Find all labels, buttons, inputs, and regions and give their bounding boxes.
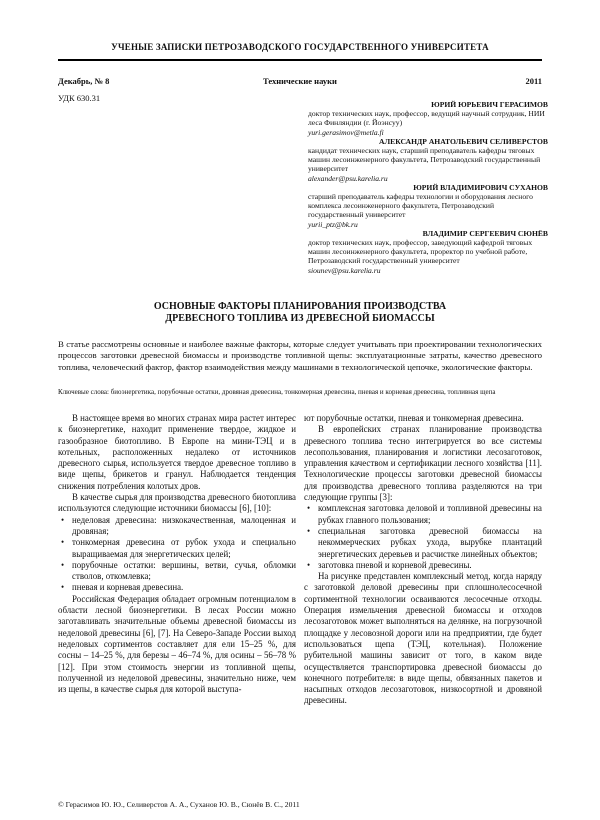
bullet-icon: • [61, 514, 65, 525]
title-line-1: ОСНОВНЫЕ ФАКТОРЫ ПЛАНИРОВАНИЯ ПРОИЗВОДСТВА [153, 301, 447, 312]
author-email[interactable]: yurii_ptz@bk.ru [308, 219, 358, 229]
abstract: В статье рассмотрены основные и наиболее важные факторы, которые следует учитывать при проектировании технологических процессов заготовки древесной биомассы и производстве топливной щепы: эксплуатационные затраты, качество древесного топлива, человеческий фактор, фактор взаимодействия между машинами в технологической цепочке, экологические факторы. [58, 339, 542, 372]
keywords-text: биоэнергетика, порубочные остатки, дровяная древесина, тонкомерная древесина, пневая и корневая древесина, топливная щепа [110, 388, 496, 396]
section-label: Технические науки [263, 76, 337, 86]
header-rule [58, 59, 542, 61]
keywords-label: Ключевые слова: [58, 388, 109, 396]
title-line-2: ДРЕВЕСНОГО ТОПЛИВА ИЗ ДРЕВЕСНОЙ БИОМАССЫ [165, 313, 435, 324]
author-3 [308, 183, 548, 229]
bullet-icon: • [307, 503, 311, 514]
left-column [58, 413, 296, 695]
list-item: • комплексная заготовка деловой и топливной древесины на рубках главного пользования; [307, 503, 542, 525]
copyright-footer: © Герасимов Ю. Ю., Селиверстов А. А., Суханов Ю. В., Сюнёв В. С., 2011 [58, 800, 300, 809]
keywords [58, 388, 542, 397]
year-label: 2011 [525, 76, 542, 86]
article-title [0, 301, 600, 325]
list-item: • пневая и корневая древесина. [61, 582, 184, 593]
right-column [304, 413, 542, 707]
paragraph: В качестве сырья для производства древесного биотоплива используются следующие источники биомассы [6], [10]: [58, 492, 296, 514]
issue-label: Декабрь, № 8 [58, 76, 110, 86]
bullet-icon: • [307, 525, 311, 536]
author-1 [308, 100, 548, 137]
biomass-sources-list [58, 515, 296, 594]
paragraph: На рисунке представлен комплексный метод, когда наряду с заготовкой деловой древесины при сплошнолесосечной сортиментной технологии осваиваются лесосечные отходы. Операция измельчения древесной биомассы и отходов лесозаготовок может выполняться на делянке, на погрузочной площадке у лесовозной дороги или на предприятии, где будет использоваться щепа (ТЭЦ, котельная). Положение рубительной машины зависит от того, в каком виде осуществляется транспортировка древесной биомассы до конечного потребителя: в виде щепы, обвязанных пакетов и насыпных отходов лесозаготовок, низкосортной и дровяной древесины. [304, 571, 542, 706]
paragraph: В европейских странах планирование производства древесного топлива тесно интегрируется во все системы лесопользования, планирования и логистики лесозаготовок, управления качеством и сертификации лесного хозяйства [11]. Технологические процессы заготовки древесной биомассы для производства древесного топлива разделяются на три следующие группы [3]: [304, 424, 542, 503]
author-affiliation: старший преподаватель кафедры технологии и оборудования лесного комплекса лесоинженерного факультета, Петрозаводский государственный университет [308, 192, 533, 220]
bullet-icon: • [61, 537, 65, 548]
author-block [308, 100, 548, 275]
author-name: ВЛАДИМИР СЕРГЕЕВИЧ СЮНЁВ [422, 228, 548, 238]
author-email[interactable]: yuri.gerasimov@metla.fi [308, 127, 384, 137]
author-4 [308, 229, 548, 275]
bullet-icon: • [307, 559, 311, 570]
author-name: ЮРИЙ ВЛАДИМИРОВИЧ СУХАНОВ [413, 182, 548, 192]
author-name: АЛЕКСАНДР АНАТОЛЬЕВИЧ СЕЛИВЕРСТОВ [379, 136, 548, 146]
udk-code: УДК 630.31 [58, 93, 101, 103]
list-item: • порубочные остатки: вершины, ветви, сучья, обломки стволов, откомлевка; [61, 559, 296, 582]
list-item: • тонкомерная древесина от рубок ухода и специально выращиваемая для энергетических целей; [61, 537, 296, 559]
author-affiliation: кандидат технических наук, старший преподаватель кафедры тяговых машин лесоинженерного факультета, Петрозаводский государственный университет [308, 146, 541, 174]
author-email[interactable]: alexander@psu.karelia.ru [308, 173, 388, 183]
bullet-icon: • [61, 582, 65, 593]
paragraph: ют порубочные остатки, пневая и тонкомерная древесина. [304, 413, 524, 423]
paragraph: В настоящее время во многих странах мира растет интерес к биоэнергетике, находит применение твердое, жидкое и газообразное биотопливо. В Европе на мини-ТЭЦ и в котельных, расположенных недалеко от источников древесного сырья, используется твердое древесное топливо в виде щепы, брикетов и гранул. Наблюдается тенденция снижения потребления колотых дров. [58, 413, 296, 491]
bullet-icon: • [61, 559, 65, 570]
author-affiliation: доктор технических наук, профессор, ведущий научный сотрудник, НИИ леса Финляндии (г. Йоэнсуу) [308, 109, 545, 128]
list-item: • специальная заготовка древесной биомассы на некоммерческих рубках ухода, вырубке плантаций энергетических деревьев и расчистке линейных объектов; [307, 525, 542, 559]
journal-title: УЧЕНЫЕ ЗАПИСКИ ПЕТРОЗАВОДСКОГО ГОСУДАРСТВЕННОГО УНИВЕРСИТЕТА [111, 42, 489, 52]
list-item: • неделовая древесина: низкокачественная, малоценная и дровяная; [61, 514, 296, 536]
list-item: • заготовка пневой и корневой древесины. [307, 559, 472, 570]
author-affiliation: доктор технических наук, профессор, заведующий кафедрой тяговых машин лесоинженерного факультета, проректор по учебной работе, Петрозаводский государственный университет [308, 238, 533, 266]
author-name: ЮРИЙ ЮРЬЕВИЧ ГЕРАСИМОВ [431, 100, 548, 109]
author-2 [308, 137, 548, 183]
harvesting-groups-list [304, 503, 542, 571]
author-email[interactable]: siounev@psu.karelia.ru [308, 265, 381, 275]
paragraph: Российская Федерация обладает огромным потенциалом в области лесной биоэнергетики. В лесах России можно заготавливать значительные объемы древесной биомассы из неделовой древесины [6], [7]. На Северо-Западе России выход неделовых сортиментов составляет для ели 15–25 %, для сосны – 14–25 %, для березы – 46–74 %, для осины – 56–78 % [12]. При этом стоимость энергии из топливной щепы, полученной из неделовой древесины, значительно ниже, чем из щепы, в качестве сырья для которой выступа- [58, 593, 296, 695]
